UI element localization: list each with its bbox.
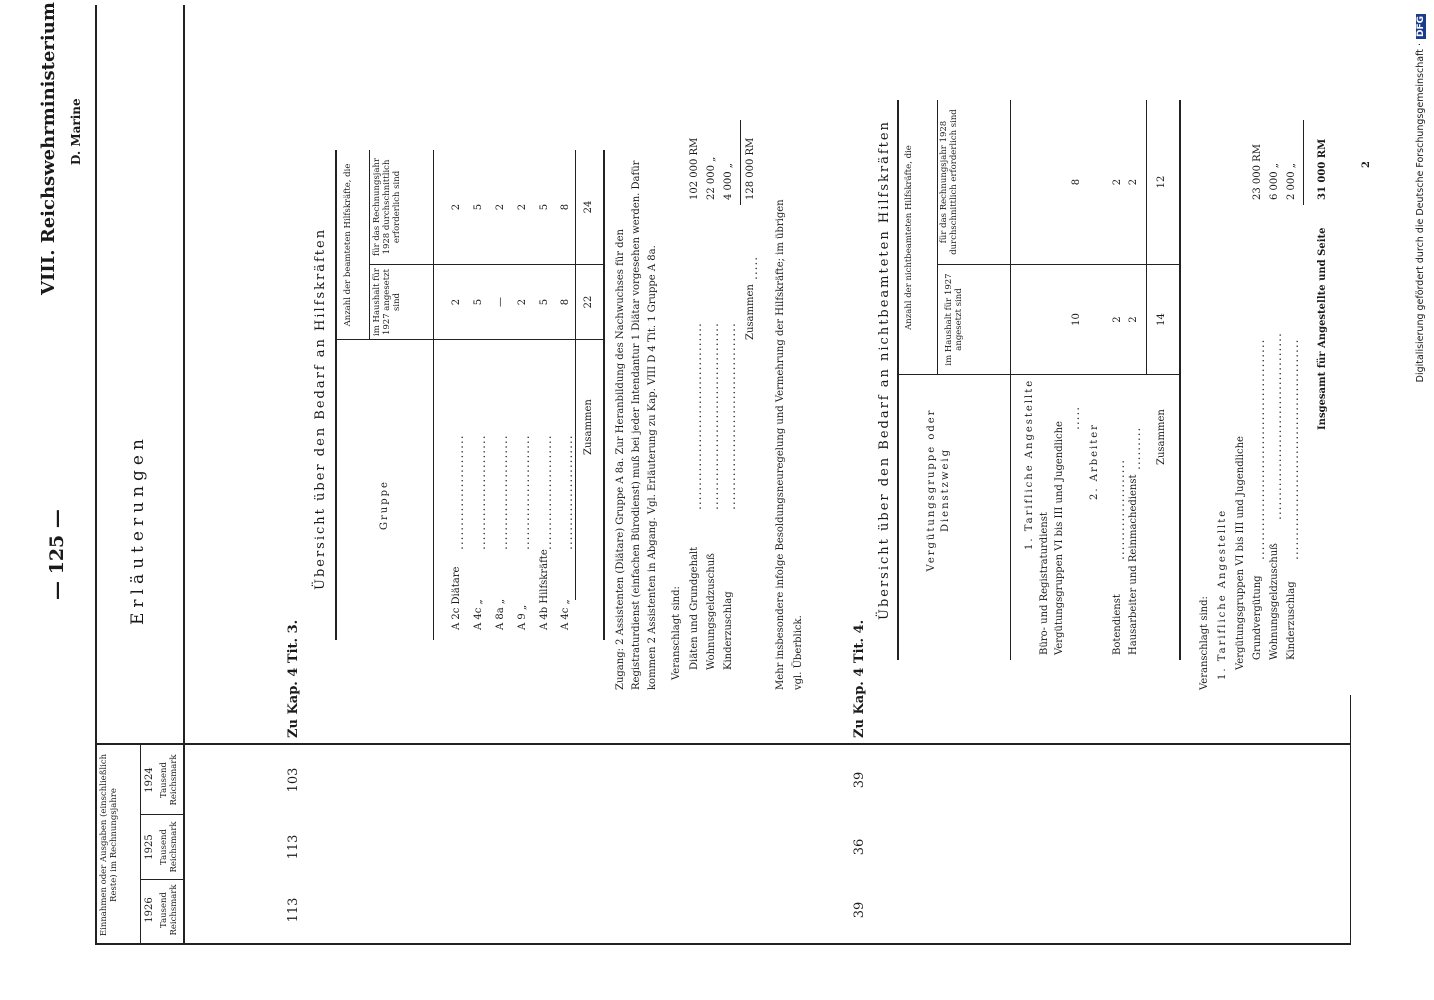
left-rule <box>95 943 1350 945</box>
table2-head-rule <box>1010 100 1011 660</box>
table-row-b: 2 <box>1112 178 1123 186</box>
cost-value: 6 000 „ <box>1269 163 1280 200</box>
table1-vrule-ab <box>369 264 605 265</box>
table2-sum-rule <box>1146 100 1147 375</box>
table-row-a: 5 <box>539 298 550 306</box>
table2-subhead-rule <box>937 100 938 375</box>
table1-subhead-rule <box>369 150 370 340</box>
table2-total-a: 14 <box>1156 313 1167 326</box>
table2-top-rule <box>897 100 899 660</box>
section2-costs-group: 1. Tarifliche Angestellte <box>1217 508 1228 680</box>
cost-label: Kinderzuschlag <box>723 591 734 670</box>
year-1924: 1924 <box>144 767 155 793</box>
costs1-sum-rule <box>740 120 741 205</box>
digitization-text: Digitalisierung gefördert durch die Deutsche Forschungsgemeinschaft · <box>1415 43 1426 383</box>
unit-1925: Tausend Reichsmark <box>159 821 179 873</box>
row1-1924: 103 <box>286 767 301 793</box>
table2-col-b: für das Rechnungsjahr 1928 durchschnittlich erforderlich sind <box>939 109 959 255</box>
section1-para2-line1: Mehr insbesondere infolge Besoldungsneuregelung und Vermehrung der Hilfskräfte; im übrigen <box>775 199 786 690</box>
table-row-a: 8 <box>560 298 571 306</box>
table-row-label: Vergütungsgruppen VI bis III und Jugendliche <box>1054 421 1065 655</box>
table-row-a: 2 <box>1112 316 1123 323</box>
grand-total: 31 000 RM <box>1317 138 1328 200</box>
table1-count-header: Anzahl der beamteten Hilfskräfte, die <box>343 163 353 327</box>
table2-group-header: Vergütungsgruppe oder Dienstzweig <box>926 408 951 572</box>
table1-total-label: Zusammen <box>583 399 594 455</box>
table2-group1-title: 1. Tarifliche Angestellte <box>1024 378 1035 550</box>
table1-group-header: Gruppe <box>379 480 390 530</box>
page-rule-bottom <box>1350 695 1351 945</box>
section1-para1-line2: Registraturdienst (einfachen Bürodienst) muß bei jeder Intendantur 1 Diätar vorgesehen werden. Dafür <box>631 160 642 690</box>
table2-count-header: Anzahl der nichtbeamteten Hilfskräfte, die <box>904 145 914 330</box>
table2-vrule-ab <box>937 264 1181 265</box>
table1-sum-rule <box>575 150 576 600</box>
section2-costs-sub: Vergütungsgruppen VI bis III und Jugendliche <box>1235 436 1246 670</box>
table1-vrule-group <box>337 339 605 340</box>
table1-col-b: für das Rechnungsjahr 1928 durchschnittlich erforderlich sind <box>372 157 402 257</box>
page-marker: 2 <box>1361 161 1372 168</box>
section2-costs-intro: Veranschlagt sind: <box>1199 596 1210 690</box>
table2-col-a: im Haushalt für 1927 angesetzt sind <box>944 273 964 366</box>
table-row-label: A 9 „ <box>517 604 528 630</box>
section-title: Erläuterungen <box>128 434 148 625</box>
table-row-b: 2 <box>451 203 462 211</box>
row2-1924: 39 <box>852 771 867 789</box>
table-row-a: 2 <box>451 298 462 306</box>
page-rule-top <box>95 5 97 945</box>
year-rule-h <box>140 745 141 943</box>
table2-total-label: Zusammen <box>1156 409 1167 465</box>
cost-value: 102 000 RM <box>689 137 700 200</box>
table1-col-a: im Haushalt für 1927 angesetzt sind <box>372 268 402 336</box>
table-row-b: 5 <box>539 203 550 211</box>
table-row-a: 5 <box>473 298 484 306</box>
costs2-sum-rule <box>1303 120 1304 205</box>
table-row-label: A 4c „ <box>560 599 571 630</box>
table-row-label: A 8a „ <box>495 598 506 630</box>
section2-title: Zu Kap. 4 Tit. 4. <box>852 619 867 738</box>
section1-table-title: Übersicht über den Bedarf an Hilfskräften <box>313 227 328 590</box>
table-row-b: 2 <box>1128 178 1139 186</box>
table-row-a: 2 <box>1128 316 1139 323</box>
cost-label: Diäten und Grundgehalt <box>689 546 700 670</box>
table-row-a: 10 <box>1071 313 1082 326</box>
rotated-page: — 125 — VIII. Reichswehrministerium D. Marine Erläuterungen Einnahmen oder Ausgaben (einschließlich Reste) im Rechnungsjahre 1926 1925 1924 Tausend Reichsmark Tausend Reichsmark Tausend Reichsmark 113 113 103 39 36 39 Zu Kap. 4 Tit. 3. Übersicht über den Bedarf an Hilfskräften Gruppe Anzahl der beamteten Hilfskräfte, die im Haushalt für 1927 angesetzt sind für das Rechnungsjahr 1928 durchschnittlich erforderlich sind A 2c Diätare ........................ 2 2 A 4c „ ........................ 5 5 A 8a „ ........................ — 2 A 9 „ ........................ 2 2 A 4b Hilfskräfte ........................ 5 5 A 4c „ ........................ 8 8 Zusammen 22 24 Zugang: 2 Assistenten (Diätare) Gruppe A 8a. Zur Heranbildung des Nachwuchses für den Registraturdienst (einfachen Bürodienst) muß bei jeder Intendantur 1 Diätar vorgesehen werden. Dafür kommen 2 Assistenten in Abgang. Vgl. Erläuterung zu Kap. VIII D 4 Tit. 1 Gruppe A 8a. Veranschlagt sind: Diäten und Grundgehalt ....................................... 102 000 RM Wohnungsgeldzuschuß ....................................... 22 000 „ Kinderzuschlag ....................................... 4 000 „ Zusammen ..... 128 000 RM Mehr insbesondere infolge Besoldungsneuregelung und Vermehrung der Hilfskräfte; im übrigen vgl. Überblick. Zu Kap. 4 Tit. 4. Übersicht über den Bedarf an nichtbeamteten Hilfskräften Vergütungsgruppe oder Dienstzweig Anzahl der nichtbeamteten Hilfskräfte, die im Haushalt für 1927 angesetzt sind für das Rechnungsjahr 1928 durchschnittlich erforderlich sind 1. Tarifliche Angestellte Büro- und Registraturdienst Vergütungsgruppen VI bis III und Jugendliche ..... 10 8 2. Arbeiter Botendienst ..................... 2 2 Hausarbeiter und Reinmachedienst ......... 2 2 Zusammen 14 12 Veranschlagt sind: 1. Tarifliche Angestellte Vergütungsgruppen VI bis III und Jugendliche Grundvergütung .............................................. 23 000 RM Wohnungsgeldzuschuß ....................................... 6 000 „ Kinderzuschlag .............................................. 2 000 „ Insgesamt für Angestellte und Seite 31 000 RM 2 <box>0 0 1434 1000</box>
year-1926: 1926 <box>144 897 155 923</box>
section2-table-title: Übersicht über den Bedarf an nichtbeamteten Hilfskräften <box>877 120 892 620</box>
table2-group2-title: 2. Arbeiter <box>1089 423 1100 500</box>
grand-total-label: Insgesamt für Angestellte und Seite <box>1317 227 1328 430</box>
division-title: D. Marine <box>69 98 83 165</box>
table1-total-b: 24 <box>583 200 594 214</box>
digitization-note <box>1415 8 1433 992</box>
table1-head-rule <box>433 150 434 640</box>
cost-label: Kinderzuschlag <box>1286 581 1297 660</box>
table-row-label: Hausarbeiter und Reinmachedienst <box>1128 474 1139 655</box>
section1-para1-line1: Zugang: 2 Assistenten (Diätare) Gruppe A 8a. Zur Heranbildung des Nachwuchses für den <box>615 229 626 690</box>
page-rule-separator <box>183 5 185 945</box>
table-row-b: 8 <box>560 203 571 211</box>
costs1-total-label: Zusammen <box>745 284 756 340</box>
table2-group1-sub: Büro- und Registraturdienst <box>1039 512 1050 655</box>
page-number: — 125 — <box>46 509 68 600</box>
table-row-b: 2 <box>517 203 528 211</box>
table-row-label: A 4b Hilfskräfte <box>539 549 550 630</box>
year-1925: 1925 <box>144 834 155 860</box>
table1-total-a: 22 <box>583 295 594 309</box>
table1-top-rule <box>335 150 337 640</box>
row1-1926: 113 <box>286 897 301 923</box>
cost-label: Wohnungsgeldzuschuß <box>706 553 717 670</box>
table-row-label: A 2c Diätare <box>451 566 462 630</box>
unit-1926: Tausend Reichsmark <box>159 884 179 936</box>
cost-value: 4 000 „ <box>723 163 734 200</box>
ministry-title: VIII. Reichswehrministerium <box>38 2 59 295</box>
table1-bottom-rule <box>603 150 605 640</box>
table-row-b: 8 <box>1071 178 1082 186</box>
unit-1924: Tausend Reichsmark <box>159 754 179 806</box>
section1-costs-intro: Veranschlagt sind: <box>671 586 682 680</box>
section1-title: Zu Kap. 4 Tit. 3. <box>286 619 301 738</box>
columns-heading: Einnahmen oder Ausgaben (einschließlich Reste) im Rechnungsjahre <box>99 753 119 937</box>
table2-total-b: 12 <box>1156 175 1167 189</box>
table-row-b: 2 <box>495 203 506 211</box>
cost-value: 2 000 „ <box>1286 163 1297 200</box>
table2-bottom-rule <box>1179 100 1181 660</box>
table-row-a: — <box>495 297 506 307</box>
table-row-b: 5 <box>473 203 484 211</box>
year-rule-2 <box>140 814 185 815</box>
column-rule <box>95 743 1350 745</box>
table-row-a: 2 <box>517 298 528 306</box>
table-row-label: A 4c „ <box>473 599 484 630</box>
row1-1925: 113 <box>286 834 301 860</box>
costs1-total: 128 000 RM <box>745 137 756 200</box>
section1-para2-line2: vgl. Überblick. <box>793 615 804 690</box>
row2-1926: 39 <box>852 901 867 919</box>
row2-1925: 36 <box>852 838 867 856</box>
cost-label: Grundvergütung <box>1252 575 1263 660</box>
dfg-logo: DFG <box>1416 16 1426 38</box>
section1-para1-line3: kommen 2 Assistenten in Abgang. Vgl. Erläuterung zu Kap. VIII D 4 Tit. 1 Gruppe A 8a. <box>647 245 658 690</box>
cost-label: Wohnungsgeldzuschuß <box>1269 543 1280 660</box>
table2-vrule-group <box>899 374 1181 375</box>
cost-value: 23 000 RM <box>1252 144 1263 200</box>
table-row-label: Botendienst <box>1112 594 1123 655</box>
cost-value: 22 000 „ <box>706 156 717 200</box>
